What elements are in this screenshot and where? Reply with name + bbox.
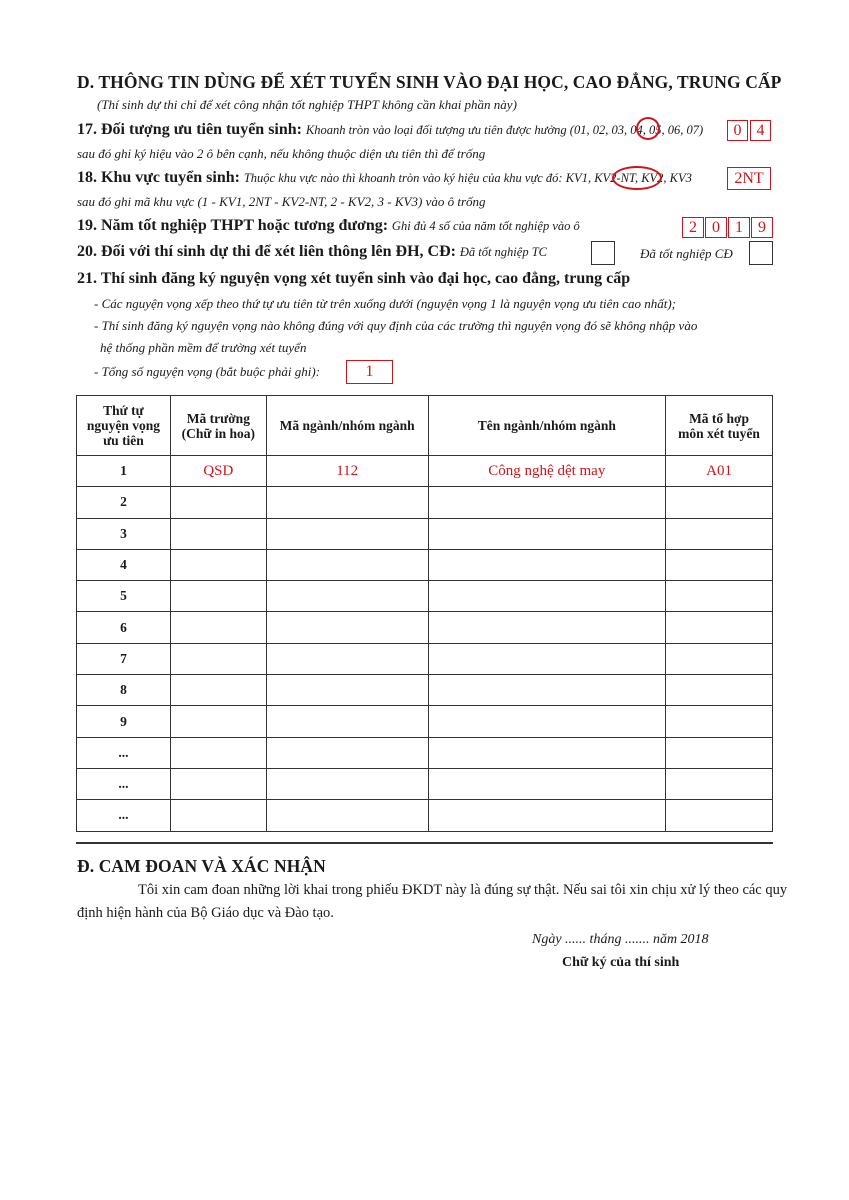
- cell-major-name[interactable]: [428, 706, 666, 737]
- cell-major-code[interactable]: [266, 643, 428, 674]
- q21-note2a: - Thí sinh đăng ký nguyện vọng nào không đúng với quy định của các trường thì nguyện vọng đó sẽ không nhập vào: [94, 318, 698, 333]
- cell-school-code[interactable]: QSD: [170, 456, 266, 487]
- cell-school-code[interactable]: [170, 737, 266, 768]
- cell-combo-code[interactable]: A01: [666, 456, 773, 487]
- table-row: [77, 706, 773, 737]
- signature-label: Chữ ký của thí sinh: [562, 955, 680, 970]
- cell-major-code[interactable]: [266, 612, 428, 643]
- wishes-table: [76, 395, 773, 832]
- table-row: [77, 768, 773, 799]
- table-row: [77, 737, 773, 768]
- table-row: [77, 456, 773, 487]
- cell-major-code[interactable]: [266, 768, 428, 799]
- q20-label: 20. Đối với thí sinh dự thi để xét liên thông lên ĐH, CĐ:: [77, 243, 456, 260]
- q19-digit-box-4[interactable]: 9: [751, 217, 773, 238]
- row-priority: 4: [77, 549, 171, 580]
- table-row: [77, 581, 773, 612]
- q19-digit-box-3[interactable]: 1: [728, 217, 750, 238]
- cell-combo-code[interactable]: [666, 768, 773, 799]
- cell-combo-code[interactable]: [666, 518, 773, 549]
- cell-major-code[interactable]: [266, 487, 428, 518]
- table-header-row: [77, 396, 773, 456]
- cell-major-code[interactable]: [266, 581, 428, 612]
- cell-major-name[interactable]: [428, 800, 666, 831]
- q20-opt2-label: Đã tốt nghiệp CĐ: [640, 246, 733, 261]
- q18-row: [77, 169, 692, 187]
- cell-combo-code[interactable]: [666, 706, 773, 737]
- commitment-para-2: định hiện hành của Bộ Giáo dục và Đào tạo.: [77, 905, 334, 921]
- q19-digit-box-1[interactable]: 2: [682, 217, 704, 238]
- cell-school-code[interactable]: [170, 643, 266, 674]
- cell-major-name[interactable]: [428, 518, 666, 549]
- q17-digit-box-2[interactable]: 4: [750, 120, 771, 141]
- q17-instruction: Khoanh tròn vào loại đối tượng ưu tiên được hưởng (01, 02, 03, 04, 05, 06, 07): [305, 123, 704, 137]
- q21-note1: - Các nguyện vọng xếp theo thứ tự ưu tiên từ trên xuống dưới (nguyện vọng 1 là nguyện vọng ưu tiên cao nhất);: [94, 296, 676, 311]
- q17-line2: sau đó ghi ký hiệu vào 2 ô bên cạnh, nếu không thuộc diện ưu tiên thì để trống: [77, 146, 486, 161]
- cell-major-code[interactable]: [266, 706, 428, 737]
- q19-digit-box-2[interactable]: 0: [705, 217, 727, 238]
- q21-row: [77, 270, 630, 288]
- cell-combo-code[interactable]: [666, 487, 773, 518]
- cell-school-code[interactable]: [170, 706, 266, 737]
- q18-line2: sau đó ghi mã khu vực (1 - KV1, 2NT - KV2-NT, 2 - KV2, 3 - KV3) vào ô trống: [77, 194, 486, 209]
- q21-label: 21. Thí sinh đăng ký nguyện vọng xét tuyển sinh vào đại học, cao đẳng, trung cấp: [77, 270, 631, 287]
- q19-label: 19. Năm tốt nghiệp THPT hoặc tương đương:: [77, 217, 389, 234]
- q17-circled-choice: [636, 117, 660, 140]
- cell-major-code[interactable]: [266, 549, 428, 580]
- cell-major-name[interactable]: [428, 768, 666, 799]
- row-priority: ...: [77, 768, 171, 799]
- cell-major-name[interactable]: [428, 612, 666, 643]
- cell-school-code[interactable]: [170, 581, 266, 612]
- q21-total-box[interactable]: 1: [346, 360, 393, 384]
- cell-major-code[interactable]: 112: [266, 456, 428, 487]
- cell-combo-code[interactable]: [666, 612, 773, 643]
- table-row: [77, 549, 773, 580]
- q19-row: [77, 217, 580, 235]
- section-divider: [76, 842, 773, 844]
- commitment-para-1: Tôi xin cam đoan những lời khai trong phiếu ĐKDT này là đúng sự thật. Nếu sai tôi xin chịu xử lý theo các quy: [138, 882, 788, 898]
- q21-note2b: hệ thống phần mềm để trường xét tuyển: [100, 340, 307, 355]
- q18-circled-choice: [612, 166, 662, 190]
- cell-school-code[interactable]: [170, 549, 266, 580]
- cell-school-code[interactable]: [170, 612, 266, 643]
- cell-school-code[interactable]: [170, 487, 266, 518]
- q20-tc-checkbox[interactable]: [591, 241, 615, 265]
- table-row: [77, 675, 773, 706]
- q17-digit-box-1[interactable]: 0: [727, 120, 748, 141]
- header-combo: Mã tổ hợp môn xét tuyển: [666, 396, 773, 456]
- header-major-code: Mã ngành/nhóm ngành: [266, 396, 428, 456]
- section-dd-title: Đ. CAM ĐOAN VÀ XÁC NHẬN: [77, 856, 326, 876]
- header-priority: Thứ tự nguyện vọng ưu tiên: [77, 396, 171, 456]
- q18-label: 18. Khu vực tuyển sinh:: [77, 169, 240, 186]
- q17-label: 17. Đối tượng ưu tiên tuyển sinh:: [77, 121, 302, 138]
- cell-school-code[interactable]: [170, 518, 266, 549]
- cell-combo-code[interactable]: [666, 737, 773, 768]
- cell-school-code[interactable]: [170, 768, 266, 799]
- table-row: [77, 518, 773, 549]
- cell-major-name[interactable]: Công nghệ dệt may: [428, 456, 666, 487]
- cell-major-name[interactable]: [428, 643, 666, 674]
- row-priority: ...: [77, 800, 171, 831]
- section-d-title: D. THÔNG TIN DÙNG ĐỂ XÉT TUYỂN SINH VÀO ĐẠI HỌC, CAO ĐẲNG, TRUNG CẤP: [77, 72, 782, 92]
- cell-major-code[interactable]: [266, 800, 428, 831]
- q21-total-label: - Tổng số nguyện vọng (bắt buộc phải ghi):: [94, 364, 321, 379]
- header-major-name: Tên ngành/nhóm ngành: [428, 396, 666, 456]
- cell-major-name[interactable]: [428, 549, 666, 580]
- row-priority: 3: [77, 518, 171, 549]
- q20-cd-checkbox[interactable]: [749, 241, 773, 265]
- cell-major-name[interactable]: [428, 737, 666, 768]
- cell-combo-code[interactable]: [666, 675, 773, 706]
- cell-combo-code[interactable]: [666, 581, 773, 612]
- q17-row: [77, 121, 703, 139]
- q19-instruction: Ghi đủ 4 số của năm tốt nghiệp vào ô: [391, 219, 580, 233]
- cell-school-code[interactable]: [170, 675, 266, 706]
- row-priority: ...: [77, 737, 171, 768]
- q18-instruction: Thuộc khu vực nào thì khoanh tròn vào ký hiệu của khu vực đó: KV1, KV2-NT, KV2, KV3: [243, 171, 692, 185]
- row-priority: 9: [77, 706, 171, 737]
- header-school-code: Mã trường (Chữ in hoa): [170, 396, 266, 456]
- row-priority: 2: [77, 487, 171, 518]
- cell-major-code[interactable]: [266, 518, 428, 549]
- cell-combo-code[interactable]: [666, 800, 773, 831]
- date-line: Ngày ...... tháng ....... năm 2018: [532, 932, 709, 947]
- q18-area-box[interactable]: 2NT: [727, 167, 771, 190]
- row-priority: 6: [77, 612, 171, 643]
- cell-major-name[interactable]: [428, 581, 666, 612]
- cell-major-name[interactable]: [428, 487, 666, 518]
- section-d-note: (Thí sinh dự thi chỉ để xét công nhận tốt nghiệp THPT không cần khai phần này): [97, 97, 517, 112]
- table-row: [77, 487, 773, 518]
- cell-school-code[interactable]: [170, 800, 266, 831]
- cell-major-code[interactable]: [266, 675, 428, 706]
- q20-row: [77, 243, 547, 261]
- cell-combo-code[interactable]: [666, 549, 773, 580]
- row-priority: 8: [77, 675, 171, 706]
- row-priority: 5: [77, 581, 171, 612]
- cell-major-name[interactable]: [428, 675, 666, 706]
- table-row: [77, 643, 773, 674]
- row-priority: 1: [77, 456, 171, 487]
- table-row: [77, 612, 773, 643]
- row-priority: 7: [77, 643, 171, 674]
- cell-combo-code[interactable]: [666, 643, 773, 674]
- cell-major-code[interactable]: [266, 737, 428, 768]
- q20-opt1-label: Đã tốt nghiệp TC: [459, 245, 547, 259]
- table-row: [77, 800, 773, 831]
